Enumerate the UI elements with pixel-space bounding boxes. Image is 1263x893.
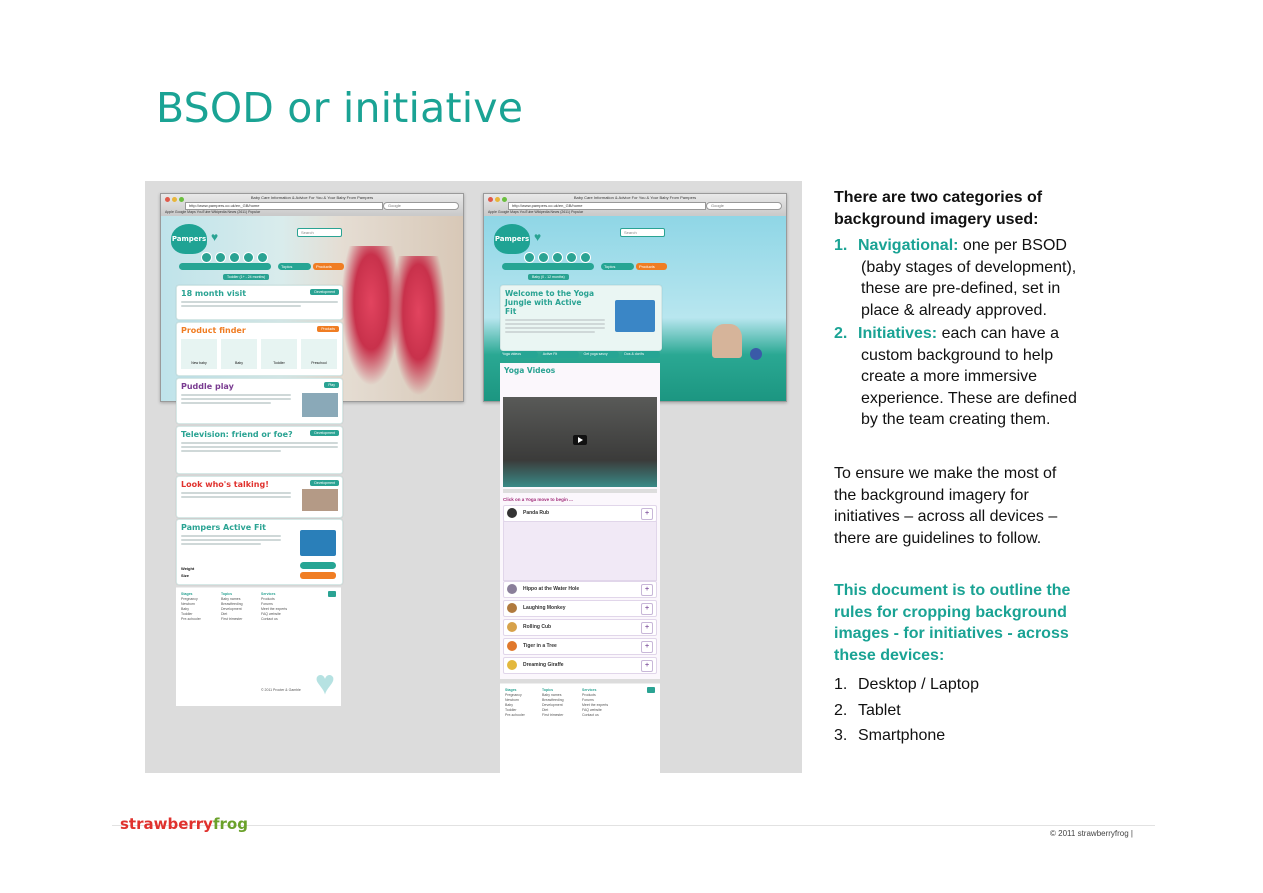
footer-col-heading: Services [261,592,276,596]
category-line: each can have a [941,325,1060,342]
card-title: Product finder [181,326,246,335]
tiger-icon [507,641,517,651]
stage-icon[interactable] [524,252,535,263]
tab-active-fit[interactable]: Active Fit [541,351,579,358]
card-thumbnail [302,393,338,417]
products-button[interactable]: Products [313,263,344,270]
yoga-move-row[interactable] [503,581,657,598]
yoga-welcome-title: Welcome to the Yoga Jungle with Active Fit [505,289,595,316]
content-card[interactable] [176,285,343,320]
content-card[interactable] [176,426,343,474]
card-tag: Products [317,326,339,332]
device-number: 2. [834,701,848,719]
category-list [834,235,1077,431]
category-line: these are pre-defined, set in [861,280,1061,297]
category-number: 2. [834,325,848,342]
yoga-move-row[interactable] [503,657,657,674]
heart-icon: ♥ [534,230,542,244]
category-line: by the team creating them. [861,411,1051,428]
intro-line: There are two categories of [834,189,1043,206]
url-bar[interactable]: http://www.pampers.co.uk/en_GB/home [508,202,706,210]
yoga-click-prompt: Click on a Yoga move to begin ... [503,497,573,502]
stage-icon[interactable] [229,252,240,263]
stage-icon[interactable] [215,252,226,263]
giraffe-icon [507,660,517,670]
outline-line: images - for initiatives - across [834,625,1069,642]
category-item [834,323,1077,345]
device-list [834,672,979,749]
bookmarks-bar: Apple Google Maps YouTube Wikipedia News (2611) Popular [165,210,261,214]
stage-icon[interactable] [580,252,591,263]
yoga-move-row[interactable] [503,638,657,655]
category-line: custom background to help [861,346,1054,364]
site-footer: Stages Pregnancy Newborn Baby Toddler Pre-schooler Topics Baby names Breastfeeding Development Diet First trimester Services Products Forums Meet the experts FAQ website Contact us [500,683,660,774]
stage-icon[interactable] [243,252,254,263]
logo-text-a: strawberry [120,815,213,833]
card-tag: Development [310,480,339,486]
ensure-line: the background imagery for [834,486,1029,504]
site-footer: Stages Pregnancy Newborn Baby Toddler Pre-schooler Topics Baby names Breastfeeding Development Diet First trimester Services Products Forums Meet the experts FAQ website Contact us © 2011 Procter & Gamble ♥ [176,587,341,706]
expand-icon[interactable]: + [641,584,653,596]
stage-badge: Baby (0 - 12 months) [528,274,569,280]
browser-chrome [161,194,463,217]
baby-yoga-photo [712,324,742,358]
category-line: one per BSOD [962,237,1067,254]
ball-icon [750,348,762,360]
category-line: create a more immersive [861,368,1038,385]
stage-icon[interactable] [538,252,549,263]
video-progress[interactable] [503,489,657,493]
outline-line: these devices: [834,646,945,664]
card-title: 18 month visit [181,289,247,298]
browser-search[interactable]: Google [383,202,459,210]
photo-girl-right [391,256,446,396]
content-card[interactable] [176,519,343,585]
card-thumbnail [302,489,338,511]
site-search[interactable]: Search [297,228,342,237]
outline-line: This document is to outline the [834,582,1071,599]
content-card[interactable] [176,476,343,518]
yoga-move-label: Hippo at the Water Hole [523,586,580,592]
footer-copyright: © 2011 Procter & Gamble [261,688,301,692]
topics-button[interactable]: Topics [601,263,634,270]
stage-icon[interactable] [257,252,268,263]
hippo-icon [507,584,517,594]
video-player[interactable] [503,397,657,487]
pampers-logo: Pampers [494,224,530,254]
product-item[interactable]: New baby [181,339,217,369]
intro-text [834,187,1042,230]
buy-now-button[interactable] [300,572,336,579]
category-label: Navigational: [858,237,959,254]
close-footer-icon[interactable] [647,687,655,693]
device-label: Tablet [858,701,901,719]
site-search[interactable]: Search [620,228,665,237]
yoga-move-row[interactable] [503,619,657,636]
category-item [834,235,1077,257]
stage-icon[interactable] [552,252,563,263]
expand-icon[interactable]: + [641,660,653,672]
device-label: Desktop / Laptop [858,676,979,693]
ensure-line: To ensure we make the most of [834,465,1057,482]
stage-slider[interactable] [502,263,594,270]
device-number: 1. [834,676,848,693]
outline-line: rules for cropping background [834,603,1067,621]
device-item [834,698,979,724]
stage-slider[interactable] [179,263,271,270]
yoga-videos-section [500,363,660,679]
card-title: Look who's talking! [181,480,269,489]
expand-icon[interactable]: + [641,603,653,615]
card-title: Pampers Active Fit [181,523,266,532]
expand-icon[interactable]: + [641,508,653,520]
ensure-line: initiatives – across all devices – [834,508,1058,525]
stage-icon[interactable] [201,252,212,263]
yoga-videos-heading: Yoga Videos [504,366,556,375]
expand-icon[interactable]: + [641,641,653,653]
card-title: Puddle play [181,382,234,391]
product-pack [300,530,336,556]
yoga-move-label: Laughing Monkey [523,605,566,611]
outline-text [834,580,1070,666]
yoga-move-label: Rolling Cub [523,624,552,630]
product-finder-card[interactable] [176,322,343,376]
content-card[interactable] [176,378,343,424]
screenshot-panel [145,181,802,773]
panda-rub-details [503,521,657,581]
yoga-move-label: Panda Rub [523,510,550,516]
footer-col-heading: Stages [505,688,517,692]
footer-col-heading: Topics [221,592,233,596]
yoga-welcome-card [500,285,662,351]
url-bar[interactable]: http://www.pampers.co.uk/en_GB/home [185,202,383,210]
yoga-move-row[interactable] [503,505,657,522]
ensure-text [834,463,1057,549]
product-item[interactable]: Baby [221,339,257,369]
ensure-line: there are guidelines to follow. [834,529,1042,547]
footer-col-heading: Topics [542,688,554,692]
browser-chrome [484,194,786,217]
footer-col-heading: Services [582,688,597,692]
device-label: Smartphone [858,727,946,744]
intro-line: background imagery used: [834,210,1039,228]
browser-title: Baby Care Information & Advice For You & Your Baby From Pampers [573,195,697,200]
stage-badge: Toddler (1+ - 24 months) [223,274,269,280]
category-line: place & already approved. [861,301,1047,319]
card-title: Television: friend or foe? [181,430,293,439]
bookmarks-bar: Apple Google Maps YouTube Wikipedia News (2611) Popular [488,210,584,214]
strawberryfrog-logo [120,815,248,833]
device-item [834,672,979,698]
tab-dos-donts[interactable]: Dos & don'ts [622,351,660,358]
heart-icon: ♥ [314,664,335,702]
copyright: © 2011 strawberryfrog | [1050,829,1133,838]
close-footer-icon[interactable] [328,591,336,597]
category-line: (baby stages of development), [861,258,1077,276]
product-item[interactable]: Preschool [301,339,337,369]
category-number: 1. [834,237,848,254]
active-fit-pack [615,300,655,332]
topics-button[interactable]: Topics [278,263,311,270]
device-number: 3. [834,727,848,744]
category-label: Initiatives: [858,325,938,342]
expand-icon[interactable]: + [641,622,653,634]
footer-col-heading: Stages [181,592,193,596]
card-tag: Development [310,289,339,295]
tab-yoga-savvy[interactable]: Get yoga savvy [582,351,620,358]
pampers-logo: Pampers [171,224,207,254]
weight-label: Weight [181,566,195,571]
monkey-icon [507,603,517,613]
yoga-move-label: Dreaming Giraffe [523,662,564,668]
product-item[interactable]: Toddler [261,339,297,369]
yoga-tabs [500,351,660,360]
yoga-move-row[interactable] [503,600,657,617]
category-line: experience. These are defined [861,389,1077,407]
cub-icon [507,622,517,632]
device-item [834,723,979,749]
card-tag: Development [310,430,339,436]
learn-more-button[interactable] [300,562,336,569]
footer-divider [112,825,1155,826]
card-tag: Play [324,382,339,388]
yoga-move-label: Tiger in a Tree [523,643,557,649]
browser-search[interactable]: Google [706,202,782,210]
size-label: Size [181,573,190,578]
panda-icon [507,508,517,518]
products-button[interactable]: Products [636,263,667,270]
heart-icon: ♥ [211,230,219,244]
stage-icon[interactable] [566,252,577,263]
logo-text-b: frog [212,815,248,833]
browser-title: Baby Care Information & Advice For You & Your Baby From Pampers [250,195,374,200]
play-icon[interactable] [573,435,587,445]
page-title: BSOD or initiative [156,84,524,132]
tab-yoga-videos[interactable]: Yoga videos [500,351,538,358]
